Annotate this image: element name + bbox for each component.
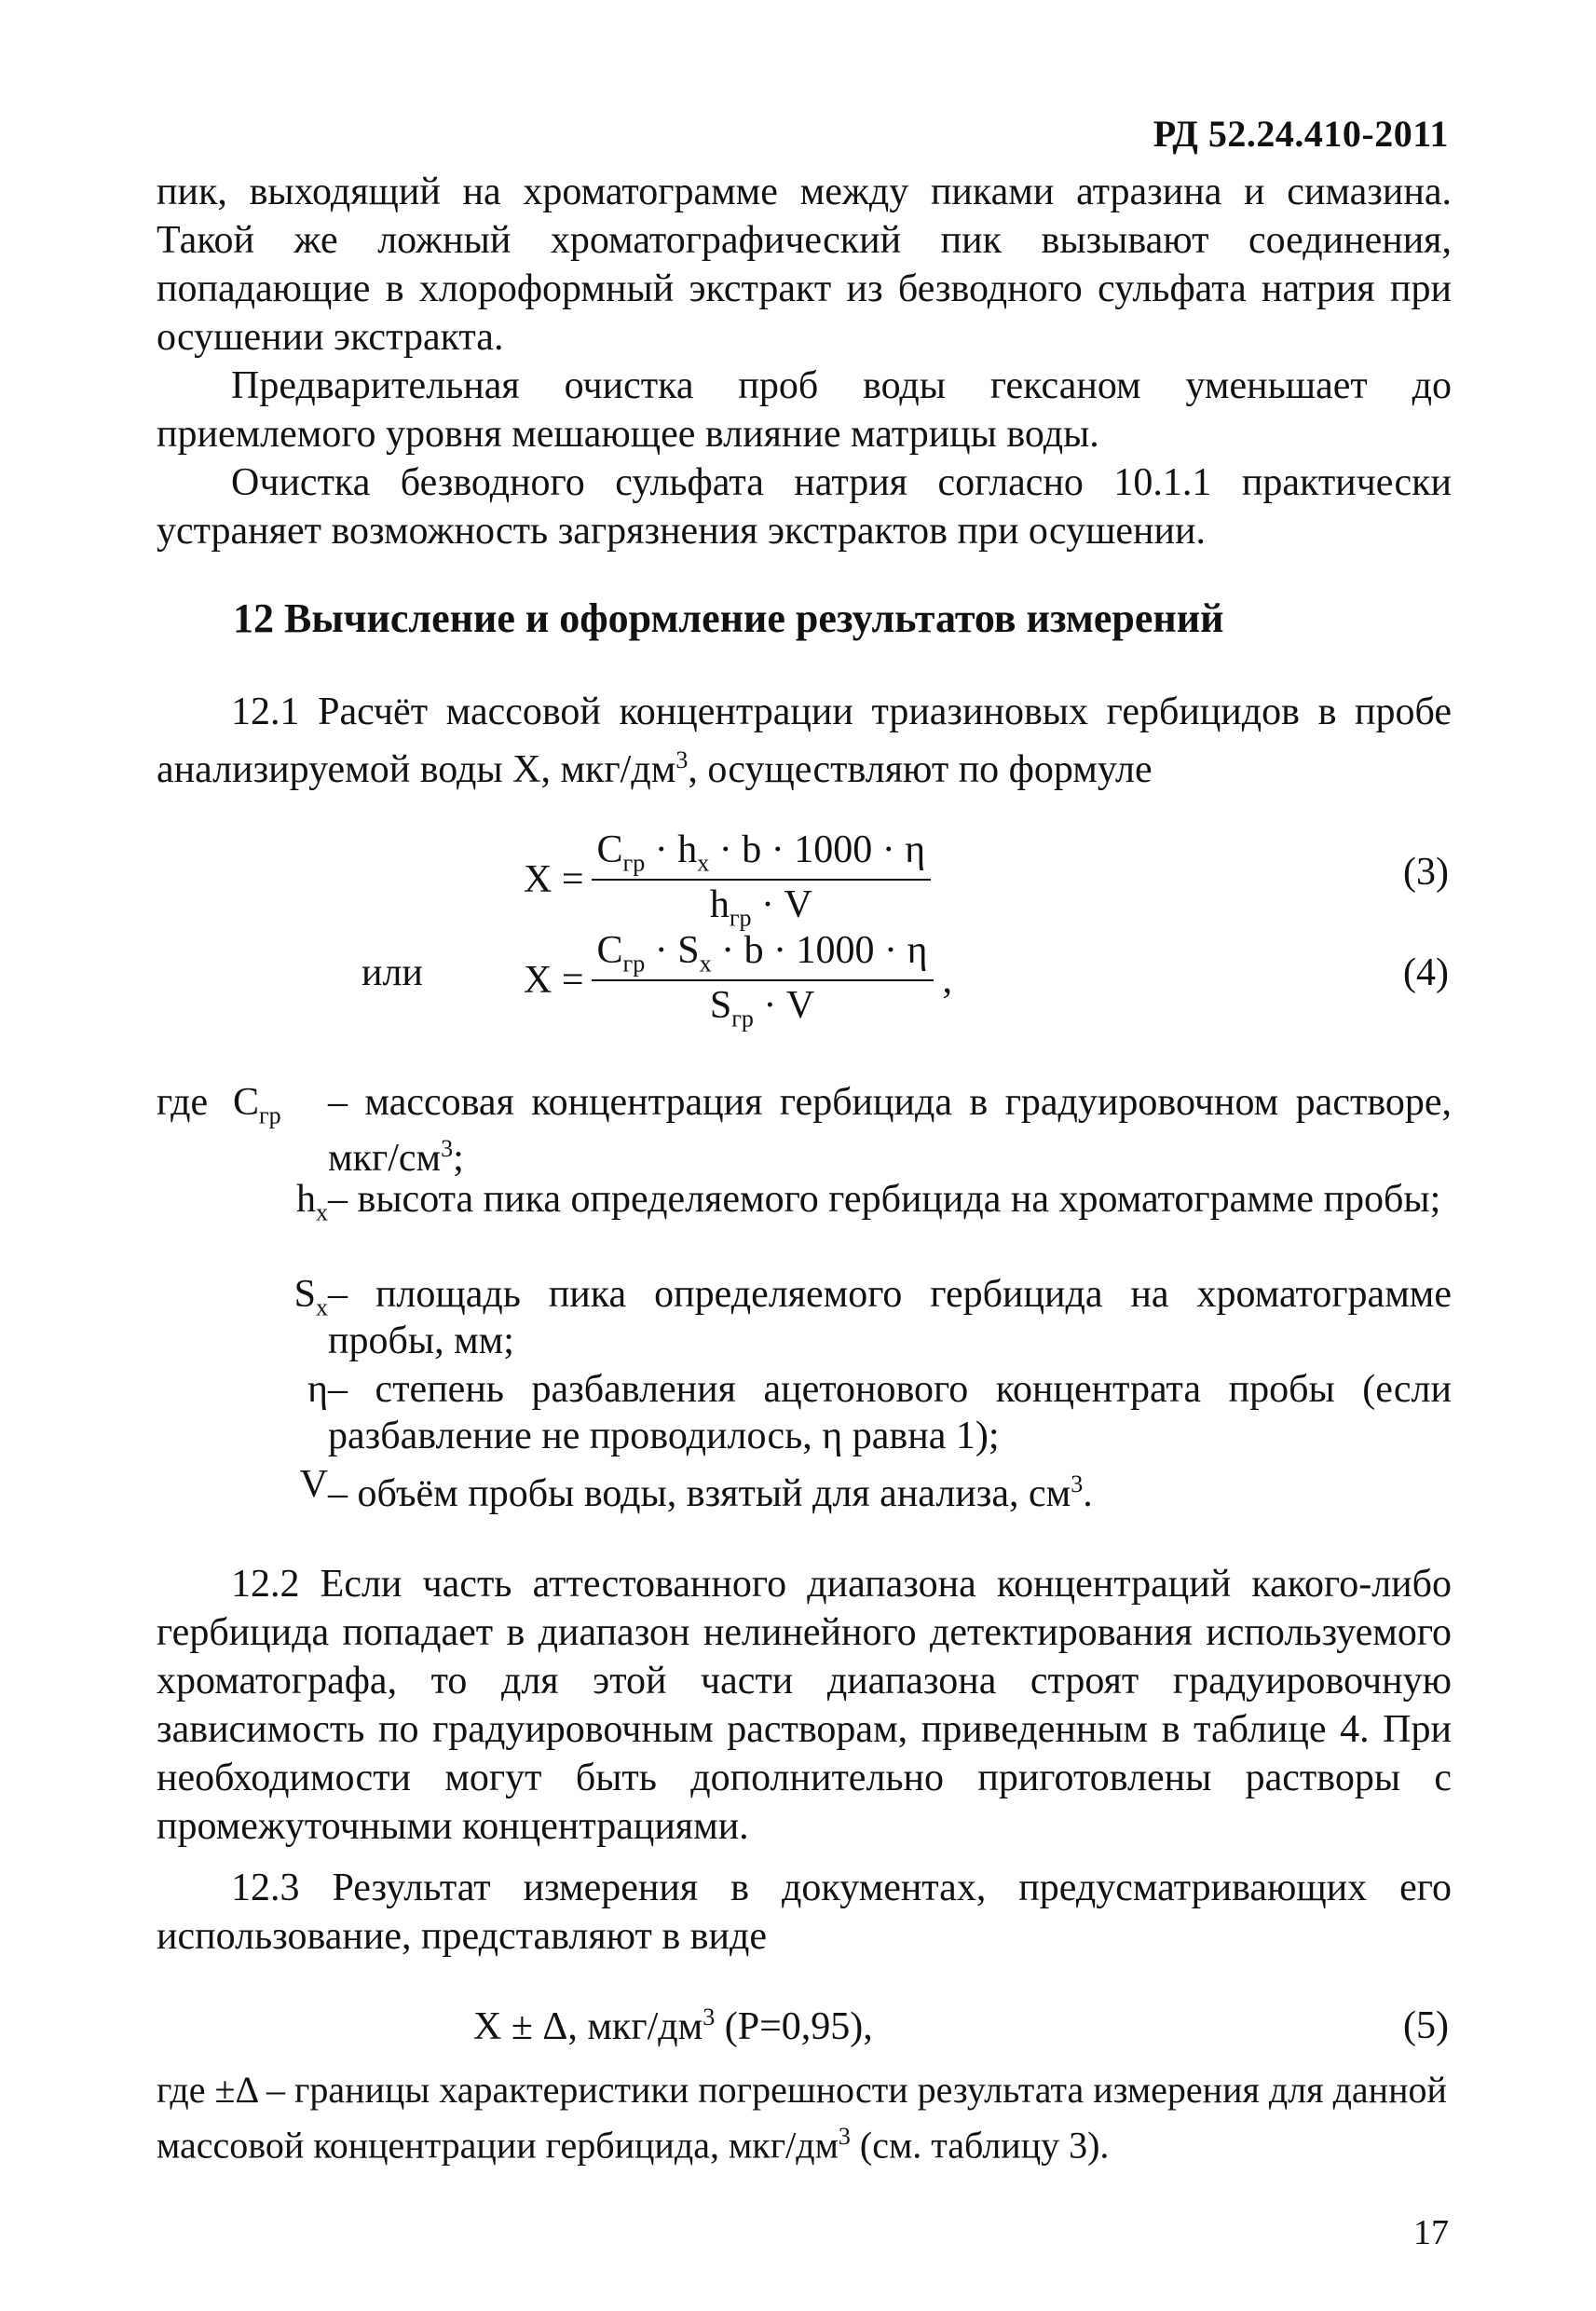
d2-sym: h	[296, 1178, 316, 1221]
formula-4-numerator	[592, 928, 934, 981]
formula-4-denominator	[710, 981, 814, 1032]
d1-sup: 3	[441, 1135, 454, 1162]
formula-3-numerator	[592, 827, 932, 881]
f3-num-b: · h	[645, 828, 698, 871]
f4-num-b: · S	[645, 929, 700, 972]
delta-def-sup: 3	[838, 2123, 851, 2150]
f4-den-b: · V	[753, 984, 815, 1028]
paragraph-12-2-text: 12.2 Если часть аттестованного диапазона концентраций какого-либо гербицида попадает в диапазон нелинейного детектирования используемого хроматографа, то для этой части диапазона строят градуировочную зависимость по градуировочным растворам, приведенным в таблице 4. При необходимости могут быть дополнительно приготовлены растворы с промежуточными концентрациями.	[157, 1563, 1452, 1848]
f5-text-b: (P=0,95),	[715, 2005, 873, 2048]
def-s-x-symbol	[244, 1271, 328, 1331]
section-heading: 12 Вычисление и оформление результатов измерений	[233, 595, 1224, 641]
equation-number-3: (3)	[1403, 851, 1449, 894]
paragraph-12-1	[157, 688, 1452, 794]
f3-num-b-sub: x	[697, 849, 710, 877]
delta-def-text-b: (см. таблицу 3).	[850, 2124, 1110, 2167]
p121-text-a: 12.1 Расчёт массовой концентрации триазиновых гербицидов в пробе анализируемой воды X, мкг/дм	[157, 691, 1452, 791]
formula-4-lhs: X =	[524, 959, 584, 1003]
d2-sub: x	[316, 1198, 328, 1226]
intro-text	[157, 168, 1452, 555]
page-number: 17	[1413, 2213, 1449, 2252]
f4-den-a: S	[709, 984, 732, 1028]
f4-num-b-sub: x	[699, 950, 712, 978]
d3-sub: x	[316, 1293, 328, 1321]
where-label: где	[157, 1081, 209, 1124]
delta-def-text-a: где ±Δ – границы характеристики погрешности результата измерения для данной массовой концентрации гербицида, мкг/дм	[157, 2069, 1447, 2167]
paragraph-3: Очистка безводного сульфата натрия согласно 10.1.1 практически устраняет возможность загрязнения экстрактов при осушении.	[157, 461, 1452, 553]
formula-4	[524, 928, 952, 1033]
d3-sym: S	[293, 1273, 316, 1316]
def-c-gr-symbol	[233, 1079, 335, 1139]
d5-sup: 3	[1071, 1470, 1084, 1497]
def-v-symbol: V	[299, 1463, 328, 1506]
def-eta-symbol: η	[307, 1368, 328, 1411]
f3-den-a-sub: гр	[729, 904, 752, 932]
equation-number-4: (4)	[1403, 951, 1449, 994]
def-c-gr-text	[328, 1079, 1452, 1182]
f3-num-a-sub: гр	[622, 849, 646, 877]
d1-text-b: ;	[453, 1137, 464, 1180]
formula-3-fraction	[592, 827, 932, 933]
f5-text-a: X ± Δ, мкг/дм	[473, 2005, 703, 2048]
d1-sub: гр	[259, 1101, 281, 1129]
def-eta-text: – степень разбавления ацетонового концентрата пробы (если разбавление не проводилось, η равна 1);	[328, 1368, 1452, 1457]
def-h-x-text: – высота пика определяемого гербицида на хроматограмме пробы;	[328, 1178, 1441, 1221]
def-s-x-text: – площадь пика определяемого гербицида на хроматограмме пробы, мм;	[328, 1273, 1452, 1362]
formula-4-comma: ,	[942, 959, 953, 1003]
formula-3	[524, 827, 931, 933]
def-v-text	[328, 1461, 1452, 1517]
f4-den-a-sub: гр	[731, 1005, 754, 1032]
equation-number-5: (5)	[1403, 2004, 1449, 2047]
f3-den-a: h	[709, 883, 730, 927]
document-code: РД 52.24.410-2011	[1153, 113, 1449, 155]
f4-num-a: C	[596, 929, 623, 972]
or-label: или	[361, 951, 423, 994]
def-h-x-symbol	[244, 1176, 328, 1236]
f5-sup: 3	[703, 2003, 716, 2031]
p121-sup: 3	[675, 746, 689, 773]
paragraph-12-3-text: 12.3 Результат измерения в документах, предусматривающих его использование, представляют в виде	[157, 1867, 1452, 1958]
formula-4-fraction	[592, 928, 934, 1033]
formula-3-lhs: X =	[524, 858, 584, 902]
p121-text-b: , осуществляют по формуле	[688, 748, 1153, 791]
delta-definition	[157, 2067, 1452, 2168]
paragraph-1: пик, выходящий на хроматограмме между пиками атразина и симазина. Такой же ложный хроматографический пик вызывают соединения, попадающие в хлороформный экстракт из безводного сульфата натрия при осушении экстракта.	[157, 171, 1452, 359]
d1-text-a: – массовая концентрация гербицида в градуировочном растворе, мкг/см	[328, 1081, 1452, 1180]
paragraph-12-3	[157, 1864, 1452, 1961]
formula-5	[473, 2003, 873, 2049]
f4-num-a-sub: гр	[622, 950, 646, 978]
formula-3-denominator	[710, 881, 812, 932]
d5-text-b: .	[1083, 1472, 1093, 1515]
paragraph-2: Предварительная очистка проб воды гексаном уменьшает до приемлемого уровня мешающее влияние матрицы воды.	[157, 364, 1452, 456]
paragraph-12-2	[157, 1560, 1452, 1851]
f3-den-b: · V	[751, 883, 812, 927]
f4-num-c: · b · 1000 · η	[711, 929, 928, 972]
d1-sym: C	[233, 1081, 260, 1124]
f3-num-a: C	[596, 828, 623, 871]
f3-num-c: · b · 1000 · η	[709, 828, 926, 871]
d5-text-a: – объём пробы воды, взятый для анализа, см	[328, 1472, 1071, 1515]
